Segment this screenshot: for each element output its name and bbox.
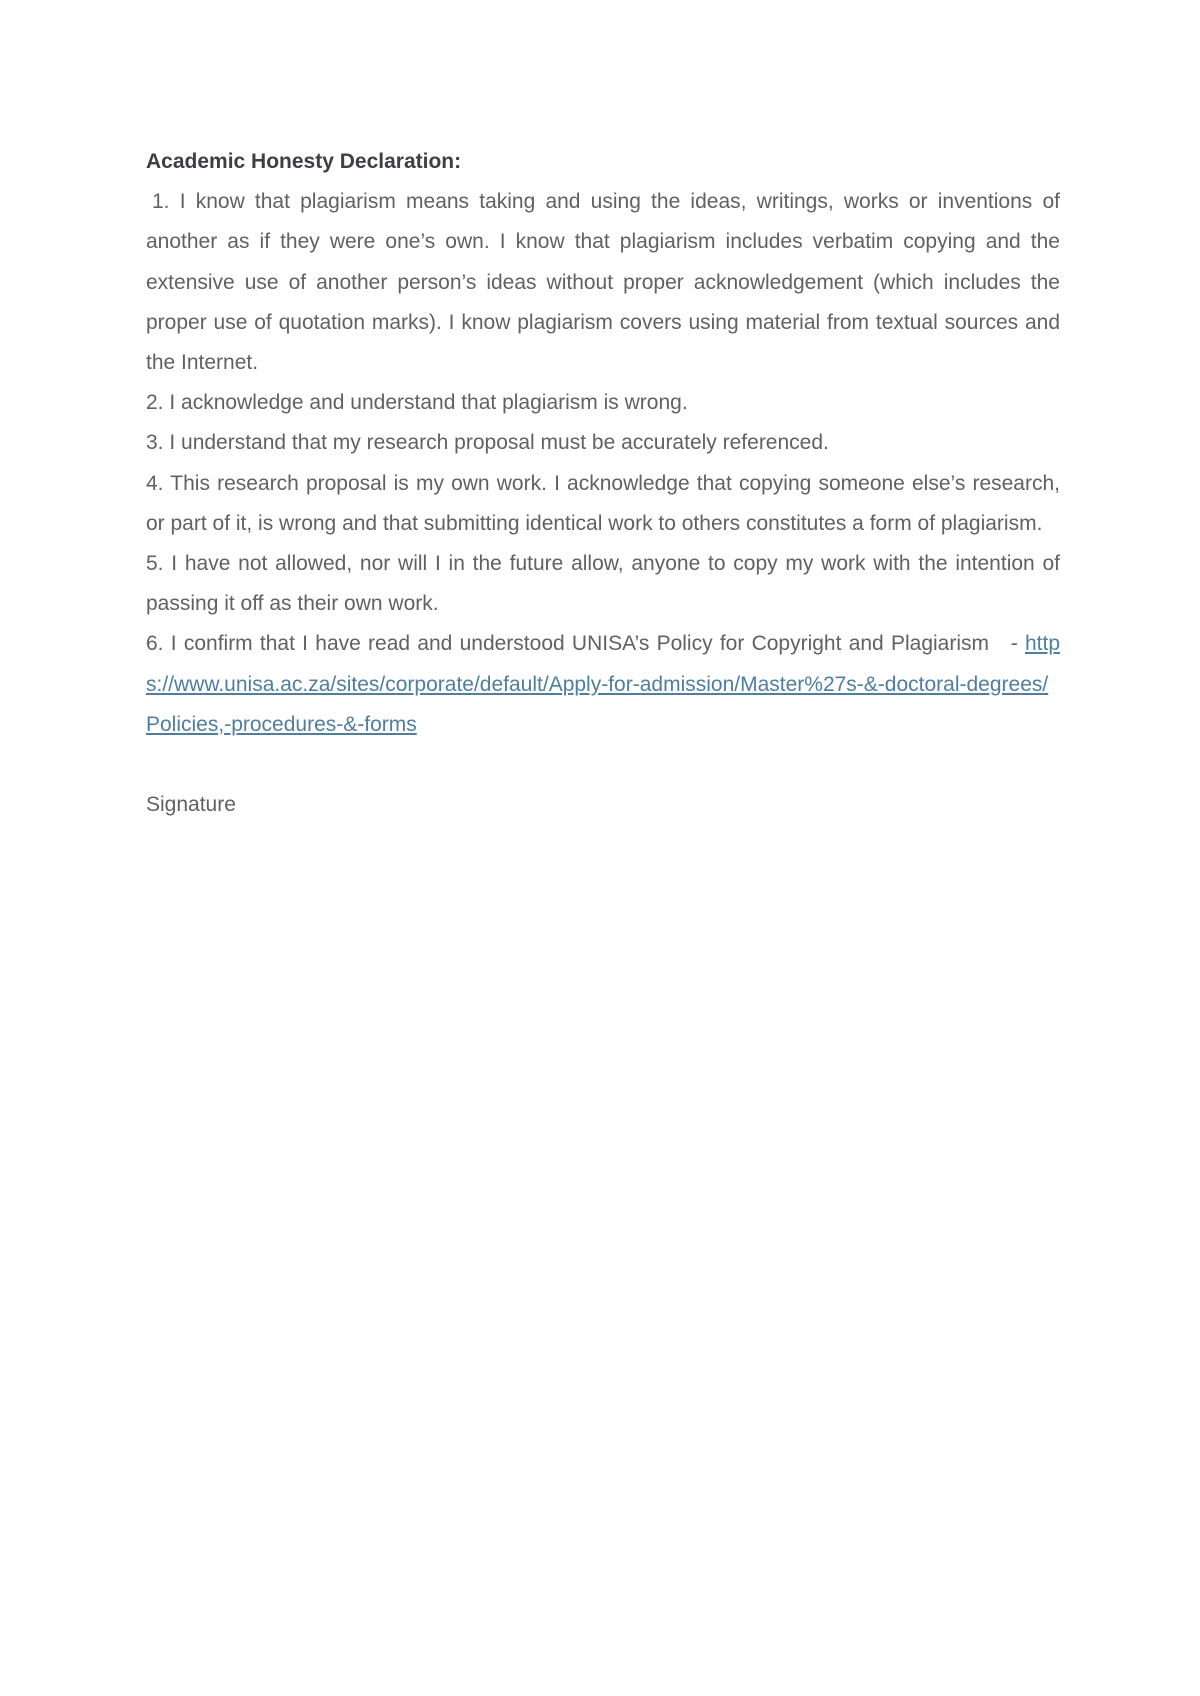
declaration-title: Academic Honesty Declaration: xyxy=(146,150,462,173)
declaration-item-3: 3. I understand that my research proposal must be accurately referenced. xyxy=(146,431,829,455)
declaration-item-6 xyxy=(146,624,1060,745)
declaration-item-6-text: 6. I confirm that I have read and understood UNISA’s Policy for Copyright and Plagiarism - xyxy=(146,632,1025,656)
declaration-item-5: 5. I have not allowed, nor will I in the future allow, anyone to copy my work with the intention of passing it off as their own work. xyxy=(146,552,1060,616)
declaration-item-2: 2. I acknowledge and understand that plagiarism is wrong. xyxy=(146,391,688,415)
declaration-item-1: 1. I know that plagiarism means taking and using the ideas, writings, works or inventions of another as if they were one’s own. I know that plagiarism includes verbatim copying and the extensive use of another person’s ideas without proper acknowledgement (which includes the proper use of quotation marks). I know plagiarism covers using material from textual sources and the Internet. xyxy=(146,190,1060,375)
policy-link[interactable]: https://www.unisa.ac.za/sites/corporate/default/Apply-for-admission/Master%27s-&-doctoral-degrees/Policies,-procedures-&-forms xyxy=(146,632,1060,736)
declaration-content xyxy=(146,142,1060,825)
signature-label: Signature xyxy=(146,793,236,817)
declaration-item-4: 4. This research proposal is my own work. I acknowledge that copying someone else’s research, or part of it, is wrong and that submitting identical work to others constitutes a form of plagiarism. xyxy=(146,471,1060,535)
